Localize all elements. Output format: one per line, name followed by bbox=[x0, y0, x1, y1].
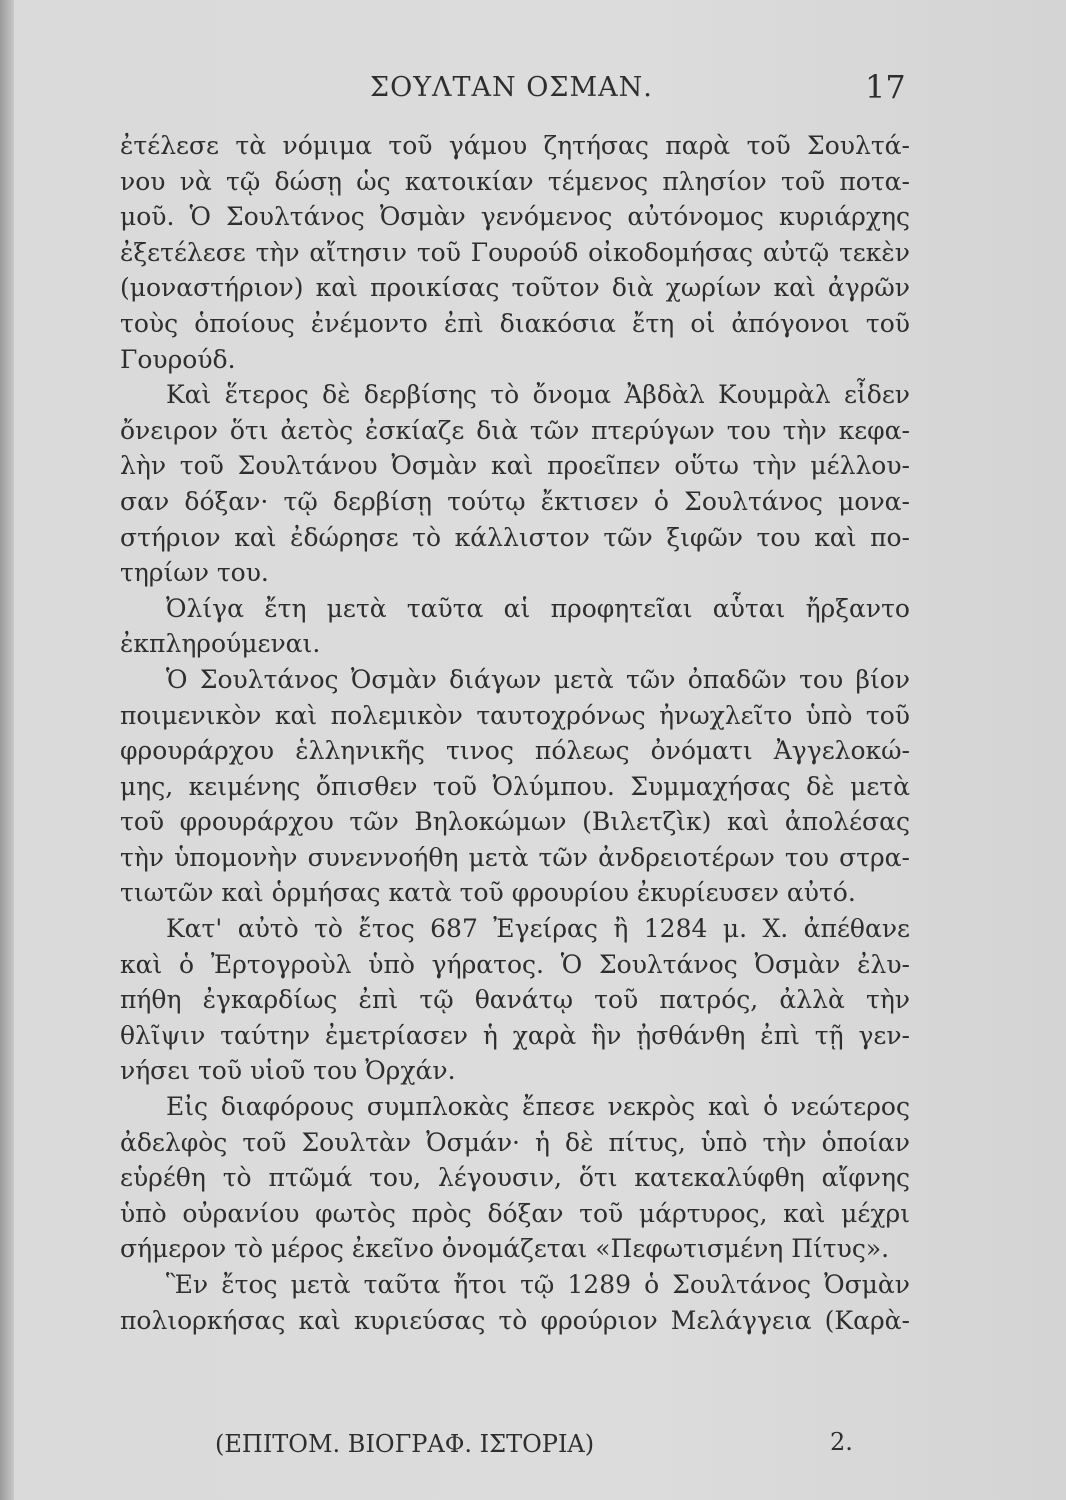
page-body-text bbox=[120, 128, 910, 1338]
text-line: τηρίων του. bbox=[120, 558, 269, 588]
binding-gutter bbox=[0, 0, 14, 1500]
text-line: τὴν ὑπομονὴν συνεννοήθη μετὰ τῶν ἀνδρειοτέρων του στρα- bbox=[120, 842, 910, 872]
text-line: στήριον καὶ ἐδώρησε τὸ κάλλιστον τῶν ξιφῶν του καὶ πο- bbox=[120, 522, 910, 552]
text-line: Ἓν ἔτος μετὰ ταῦτα ἤτοι τῷ 1289 ὁ Σουλτάνος Ὀσμὰν bbox=[166, 1270, 910, 1299]
text-line: ποιμενικὸν καὶ πολεμικὸν ταυτοχρόνως ἠνωχλεῖτο ὑπὸ τοῦ bbox=[120, 700, 910, 730]
text-line: φρουράρχου ἑλληνικῆς τινος πόλεως ὀνόματι Ἀγγελοκώ- bbox=[120, 736, 910, 766]
text-line: τοὺς ὁποίους ἐνέμοντο ἐπὶ διακόσια ἔτη οἱ ἀπόγονοι τοῦ bbox=[120, 308, 910, 338]
text-line: μης, κειμένης ὄπισθεν τοῦ Ὀλύμπου. Συμμαχήσας δὲ μετὰ bbox=[120, 771, 910, 801]
text-line: νήσει τοῦ υἱοῦ του Ὀρχάν. bbox=[120, 1056, 456, 1086]
text-line: ἐκπληρούμεναι. bbox=[120, 629, 321, 659]
footer-signature: (ΕΠΙΤΟΜ. ΒΙΟΓΡΑΦ. ΙΣΤΟΡΙΑ) bbox=[215, 1430, 595, 1458]
text-line: καὶ ὁ Ἐρτογροὺλ ὑπὸ γήρατος. Ὁ Σουλτάνος Ὀσμὰν ἐλυ- bbox=[120, 949, 910, 979]
text-line: ἐξετέλεσε τὴν αἴτησιν τοῦ Γουρούδ οἰκοδομήσας αὐτῷ τεκὲν bbox=[120, 237, 910, 267]
text-line: πολιορκήσας καὶ κυριεύσας τὸ φρούριον Μελάγγεια (Καρὰ- bbox=[120, 1305, 910, 1335]
text-line: (μοναστήριον) καὶ προικίσας τοῦτον διὰ χωρίων καὶ ἀγρῶν bbox=[120, 273, 910, 303]
text-line: ἐτέλεσε τὰ νόμιμα τοῦ γάμου ζητήσας παρὰ τοῦ Σουλτά- bbox=[120, 131, 910, 160]
text-line: ἀδελφὸς τοῦ Σουλτὰν Ὀσμάν· ἡ δὲ πίτυς, ὑπὸ τὴν ὁποίαν bbox=[120, 1127, 910, 1157]
page-number: 17 bbox=[865, 68, 906, 106]
text-line: σήμερον τὸ μέρος ἐκεῖνο ὀνομάζεται «Πεφωτισμένη Πίτυς». bbox=[120, 1234, 890, 1264]
text-line: τιωτῶν καὶ ὁρμήσας κατὰ τοῦ φρουρίου ἐκυρίευσεν αὐτό. bbox=[120, 878, 856, 908]
text-line: ὄνειρον ὅτι ἀετὸς ἐσκίαζε διὰ τῶν πτερύγων του τὴν κεφα- bbox=[120, 415, 910, 445]
text-line: Ὁ Σουλτάνος Ὀσμὰν διάγων μετὰ τῶν ὀπαδῶν του βίον bbox=[166, 664, 910, 694]
text-line: νου νὰ τῷ δώσῃ ὡς κατοικίαν τέμενος πλησίον τοῦ ποτα- bbox=[120, 166, 910, 196]
text-line: Καὶ ἕτερος δὲ δερβίσης τὸ ὄνομα Ἀβδὰλ Κουμρὰλ εἶδεν bbox=[166, 380, 910, 410]
text-line: Εἰς διαφόρους συμπλοκὰς ἔπεσε νεκρὸς καὶ ὁ νεώτερος bbox=[166, 1092, 910, 1122]
text-line: μοῦ. Ὁ Σουλτάνος Ὀσμὰν γενόμενος αὐτόνομος κυριάρχης bbox=[120, 202, 910, 232]
text-line: εὑρέθη τὸ πτῶμά του, λέγουσιν, ὅτι κατεκαλύφθη αἴφνης bbox=[120, 1163, 910, 1193]
text-line: τοῦ φρουράρχου τῶν Βηλοκώμων (Βιλετζὶκ) καὶ ἀπολέσας bbox=[120, 807, 910, 837]
text-line: Γουρούδ. bbox=[120, 344, 236, 374]
text-line: Ὀλίγα ἔτη μετὰ ταῦτα αἱ προφητεῖαι αὗται ἤρξαντο bbox=[166, 593, 910, 623]
text-line: θλῖψιν ταύτην ἐμετρίασεν ἡ χαρὰ ἣν ᾐσθάνθη ἐπὶ τῇ γεν- bbox=[120, 1020, 910, 1050]
text-line: σαν δόξαν· τῷ δερβίσῃ τούτῳ ἔκτισεν ὁ Σουλτάνος μονα- bbox=[120, 486, 910, 516]
running-title: ΣΟΥΛΤΑΝ ΟΣΜΑΝ. bbox=[370, 72, 653, 103]
text-line: Κατ' αὐτὸ τὸ ἔτος 687 Ἐγείρας ἢ 1284 μ. Χ. ἀπέθανε bbox=[166, 914, 910, 944]
sheet-mark: 2. bbox=[830, 1428, 853, 1456]
text-line: ὑπὸ οὐρανίου φωτὸς πρὸς δόξαν τοῦ μάρτυρος, καὶ μέχρι bbox=[120, 1198, 910, 1228]
page-footer bbox=[0, 1430, 1066, 1470]
text-line: λὴν τοῦ Σουλτάνου Ὀσμὰν καὶ προεῖπεν οὕτω τὴν μέλλου- bbox=[120, 451, 910, 481]
page-header bbox=[0, 68, 1066, 112]
text-line: πήθη ἐγκαρδίως ἐπὶ τῷ θανάτῳ τοῦ πατρός, ἀλλὰ τὴν bbox=[120, 985, 910, 1015]
